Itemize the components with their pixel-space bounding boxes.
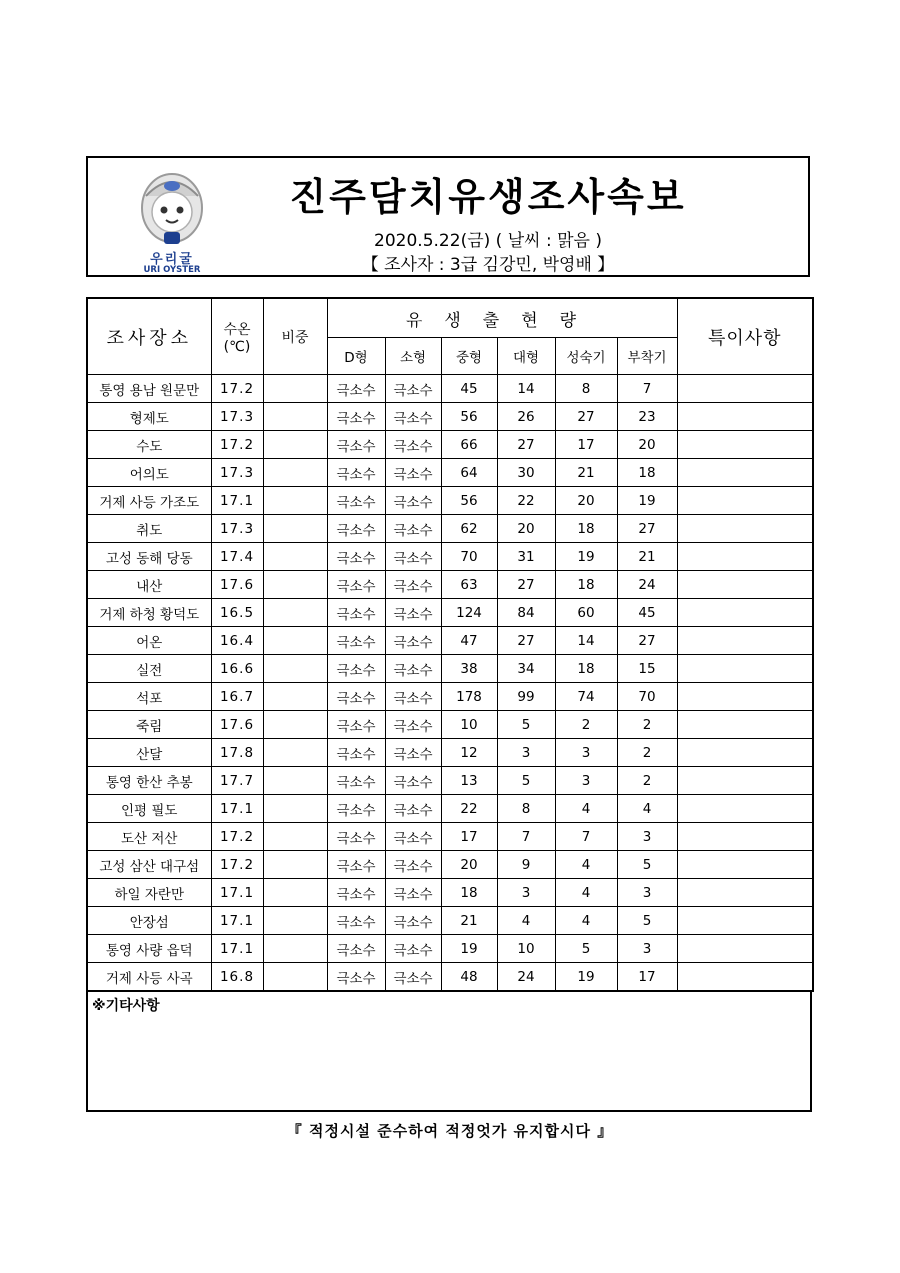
attached-cell: 19 <box>617 487 677 515</box>
water-temp-cell: 17.7 <box>211 767 263 795</box>
table-row <box>87 711 813 739</box>
table-row <box>87 655 813 683</box>
water-temp-cell: 17.1 <box>211 935 263 963</box>
specific-gravity-cell <box>263 907 327 935</box>
attached-cell: 45 <box>617 599 677 627</box>
water-temp-header <box>211 298 263 375</box>
location-cell: 통영 용남 원문만 <box>87 375 211 403</box>
location-cell: 형제도 <box>87 403 211 431</box>
large-cell: 14 <box>497 375 555 403</box>
small-cell: 극소수 <box>385 935 441 963</box>
remarks-cell <box>677 375 813 403</box>
small-cell: 극소수 <box>385 375 441 403</box>
mature-cell: 18 <box>555 515 617 543</box>
large-cell: 84 <box>497 599 555 627</box>
location-cell: 석포 <box>87 683 211 711</box>
specific-gravity-cell <box>263 487 327 515</box>
water-temp-cell: 17.1 <box>211 907 263 935</box>
small-cell: 극소수 <box>385 403 441 431</box>
water-temp-cell: 16.5 <box>211 599 263 627</box>
mature-cell: 19 <box>555 963 617 992</box>
large-cell: 99 <box>497 683 555 711</box>
water-temp-label: 수온 <box>223 321 251 338</box>
specific-gravity-cell <box>263 599 327 627</box>
medium-cell: 178 <box>441 683 497 711</box>
location-cell: 어온 <box>87 627 211 655</box>
water-temp-cell: 17.3 <box>211 459 263 487</box>
location-header: 조사장소 <box>87 298 211 375</box>
large-cell: 27 <box>497 431 555 459</box>
remarks-cell <box>677 935 813 963</box>
location-cell: 산달 <box>87 739 211 767</box>
medium-header: 중형 <box>441 338 497 375</box>
large-cell: 26 <box>497 403 555 431</box>
table-row <box>87 879 813 907</box>
d-type-cell: 극소수 <box>327 851 385 879</box>
attached-header: 부착기 <box>617 338 677 375</box>
large-cell: 10 <box>497 935 555 963</box>
d-type-cell: 극소수 <box>327 655 385 683</box>
medium-cell: 38 <box>441 655 497 683</box>
mature-cell: 3 <box>555 767 617 795</box>
large-cell: 22 <box>497 487 555 515</box>
mature-cell: 20 <box>555 487 617 515</box>
small-cell: 극소수 <box>385 571 441 599</box>
attached-cell: 5 <box>617 851 677 879</box>
logo-subtext: URI OYSTER <box>143 265 201 275</box>
attached-cell: 17 <box>617 963 677 992</box>
location-cell: 실전 <box>87 655 211 683</box>
attached-cell: 2 <box>617 739 677 767</box>
specific-gravity-cell <box>263 543 327 571</box>
d-type-cell: 극소수 <box>327 879 385 907</box>
table-row <box>87 487 813 515</box>
medium-cell: 124 <box>441 599 497 627</box>
water-temp-cell: 17.1 <box>211 879 263 907</box>
mature-cell: 5 <box>555 935 617 963</box>
attached-cell: 3 <box>617 879 677 907</box>
mature-cell: 21 <box>555 459 617 487</box>
d-type-cell: 극소수 <box>327 907 385 935</box>
d-type-cell: 극소수 <box>327 571 385 599</box>
location-cell: 죽림 <box>87 711 211 739</box>
water-temp-cell: 17.6 <box>211 571 263 599</box>
specific-gravity-cell <box>263 431 327 459</box>
d-type-cell: 극소수 <box>327 823 385 851</box>
large-cell: 5 <box>497 711 555 739</box>
attached-cell: 7 <box>617 375 677 403</box>
remarks-cell <box>677 739 813 767</box>
small-cell: 극소수 <box>385 767 441 795</box>
small-cell: 극소수 <box>385 627 441 655</box>
table-row <box>87 907 813 935</box>
d-type-cell: 극소수 <box>327 487 385 515</box>
mature-cell: 18 <box>555 571 617 599</box>
attached-cell: 21 <box>617 543 677 571</box>
medium-cell: 12 <box>441 739 497 767</box>
specific-gravity-cell <box>263 879 327 907</box>
table-row <box>87 599 813 627</box>
large-header: 대형 <box>497 338 555 375</box>
water-temp-cell: 17.8 <box>211 739 263 767</box>
large-cell: 9 <box>497 851 555 879</box>
remarks-cell <box>677 571 813 599</box>
large-cell: 27 <box>497 627 555 655</box>
water-temp-cell: 16.7 <box>211 683 263 711</box>
medium-cell: 21 <box>441 907 497 935</box>
specific-gravity-cell <box>263 739 327 767</box>
water-temp-cell: 17.3 <box>211 403 263 431</box>
specific-gravity-cell <box>263 627 327 655</box>
remarks-cell <box>677 459 813 487</box>
d-type-cell: 극소수 <box>327 403 385 431</box>
small-cell: 극소수 <box>385 907 441 935</box>
water-temp-cell: 16.6 <box>211 655 263 683</box>
mature-cell: 7 <box>555 823 617 851</box>
table-row <box>87 375 813 403</box>
attached-cell: 18 <box>617 459 677 487</box>
specific-gravity-cell <box>263 711 327 739</box>
larvae-survey-table <box>86 297 814 992</box>
small-cell: 극소수 <box>385 823 441 851</box>
remarks-cell <box>677 879 813 907</box>
location-cell: 고성 동해 당동 <box>87 543 211 571</box>
medium-cell: 18 <box>441 879 497 907</box>
medium-cell: 70 <box>441 543 497 571</box>
medium-cell: 64 <box>441 459 497 487</box>
remarks-cell <box>677 655 813 683</box>
mature-cell: 74 <box>555 683 617 711</box>
logo-text: 우리굴 <box>150 252 194 267</box>
d-type-cell: 극소수 <box>327 963 385 992</box>
remarks-cell <box>677 795 813 823</box>
remarks-cell <box>677 767 813 795</box>
footer-slogan: 『 적정시설 준수하여 적정엇가 유지합시다 』 <box>286 1122 614 1140</box>
table-row <box>87 543 813 571</box>
d-type-cell: 극소수 <box>327 515 385 543</box>
table-row <box>87 683 813 711</box>
location-cell: 취도 <box>87 515 211 543</box>
large-cell: 7 <box>497 823 555 851</box>
d-type-cell: 극소수 <box>327 627 385 655</box>
table-row <box>87 767 813 795</box>
table-row <box>87 739 813 767</box>
small-cell: 극소수 <box>385 459 441 487</box>
medium-cell: 10 <box>441 711 497 739</box>
d-type-cell: 극소수 <box>327 683 385 711</box>
location-cell: 수도 <box>87 431 211 459</box>
medium-cell: 22 <box>441 795 497 823</box>
remarks-cell <box>677 963 813 992</box>
attached-cell: 20 <box>617 431 677 459</box>
attached-cell: 70 <box>617 683 677 711</box>
large-cell: 24 <box>497 963 555 992</box>
small-cell: 극소수 <box>385 711 441 739</box>
mature-cell: 14 <box>555 627 617 655</box>
remarks-cell <box>677 823 813 851</box>
attached-cell: 27 <box>617 515 677 543</box>
location-cell: 거제 사등 사곡 <box>87 963 211 992</box>
location-cell: 고성 삼산 대구섬 <box>87 851 211 879</box>
specific-gravity-header: 비중 <box>263 298 327 375</box>
notes-box <box>86 992 812 1112</box>
table-row <box>87 459 813 487</box>
d-type-cell: 극소수 <box>327 795 385 823</box>
mature-cell: 4 <box>555 879 617 907</box>
small-cell: 극소수 <box>385 543 441 571</box>
attached-cell: 4 <box>617 795 677 823</box>
small-cell: 극소수 <box>385 879 441 907</box>
attached-cell: 3 <box>617 823 677 851</box>
large-cell: 4 <box>497 907 555 935</box>
attached-cell: 15 <box>617 655 677 683</box>
water-temp-cell: 17.1 <box>211 487 263 515</box>
medium-cell: 47 <box>441 627 497 655</box>
mature-cell: 27 <box>555 403 617 431</box>
remarks-cell <box>677 851 813 879</box>
mature-cell: 60 <box>555 599 617 627</box>
specific-gravity-cell <box>263 683 327 711</box>
table-row <box>87 851 813 879</box>
specific-gravity-cell <box>263 795 327 823</box>
table-row <box>87 627 813 655</box>
water-temp-cell: 17.2 <box>211 375 263 403</box>
specific-gravity-cell <box>263 935 327 963</box>
mature-header: 성숙기 <box>555 338 617 375</box>
water-temp-cell: 16.8 <box>211 963 263 992</box>
water-temp-unit: (℃) <box>223 338 251 355</box>
small-cell: 극소수 <box>385 515 441 543</box>
d-type-cell: 극소수 <box>327 767 385 795</box>
d-type-cell: 극소수 <box>327 599 385 627</box>
d-type-cell: 극소수 <box>327 543 385 571</box>
water-temp-cell: 17.2 <box>211 851 263 879</box>
small-cell: 극소수 <box>385 599 441 627</box>
mature-cell: 4 <box>555 907 617 935</box>
water-temp-cell: 17.6 <box>211 711 263 739</box>
remarks-cell <box>677 543 813 571</box>
medium-cell: 19 <box>441 935 497 963</box>
d-type-cell: 극소수 <box>327 431 385 459</box>
water-temp-cell: 17.2 <box>211 431 263 459</box>
small-cell: 극소수 <box>385 487 441 515</box>
specific-gravity-cell <box>263 851 327 879</box>
mature-cell: 3 <box>555 739 617 767</box>
oyster-mascot-icon <box>136 166 208 248</box>
specific-gravity-cell <box>263 823 327 851</box>
medium-cell: 17 <box>441 823 497 851</box>
mature-cell: 4 <box>555 851 617 879</box>
location-cell: 인평 필도 <box>87 795 211 823</box>
d-type-cell: 극소수 <box>327 375 385 403</box>
table-row <box>87 515 813 543</box>
date-weather: 2020.5.22(금) ( 날씨 : 맑음 ) <box>374 231 602 251</box>
table-row <box>87 571 813 599</box>
medium-cell: 62 <box>441 515 497 543</box>
remarks-cell <box>677 599 813 627</box>
location-cell: 하일 자란만 <box>87 879 211 907</box>
surveyor-line: 【 조사자 : 3급 김강민, 박영배 】 <box>361 255 615 275</box>
specific-gravity-cell <box>263 767 327 795</box>
large-cell: 34 <box>497 655 555 683</box>
large-cell: 20 <box>497 515 555 543</box>
water-temp-cell: 17.1 <box>211 795 263 823</box>
specific-gravity-cell <box>263 963 327 992</box>
larvae-group-header: 유생출현량 <box>327 298 677 338</box>
d-type-header: D형 <box>327 338 385 375</box>
mature-cell: 18 <box>555 655 617 683</box>
large-cell: 3 <box>497 739 555 767</box>
mature-cell: 2 <box>555 711 617 739</box>
attached-cell: 27 <box>617 627 677 655</box>
survey-table-wrap <box>86 297 812 1112</box>
table-row <box>87 935 813 963</box>
large-cell: 30 <box>497 459 555 487</box>
attached-cell: 2 <box>617 767 677 795</box>
small-cell: 극소수 <box>385 851 441 879</box>
large-cell: 5 <box>497 767 555 795</box>
mature-cell: 17 <box>555 431 617 459</box>
notes-label: ※기타사항 <box>92 998 160 1014</box>
medium-cell: 56 <box>441 403 497 431</box>
location-cell: 어의도 <box>87 459 211 487</box>
location-cell: 내산 <box>87 571 211 599</box>
remarks-cell <box>677 431 813 459</box>
specific-gravity-cell <box>263 571 327 599</box>
small-cell: 극소수 <box>385 795 441 823</box>
small-cell: 극소수 <box>385 739 441 767</box>
table-row <box>87 963 813 992</box>
location-cell: 거제 사등 가조도 <box>87 487 211 515</box>
attached-cell: 5 <box>617 907 677 935</box>
survey-rows <box>87 375 813 992</box>
medium-cell: 45 <box>441 375 497 403</box>
specific-gravity-cell <box>263 459 327 487</box>
large-cell: 27 <box>497 571 555 599</box>
remarks-cell <box>677 515 813 543</box>
large-cell: 8 <box>497 795 555 823</box>
water-temp-cell: 17.2 <box>211 823 263 851</box>
table-row <box>87 431 813 459</box>
attached-cell: 3 <box>617 935 677 963</box>
d-type-cell: 극소수 <box>327 935 385 963</box>
medium-cell: 66 <box>441 431 497 459</box>
location-cell: 통영 한산 추봉 <box>87 767 211 795</box>
small-cell: 극소수 <box>385 655 441 683</box>
small-header: 소형 <box>385 338 441 375</box>
report-header <box>86 156 810 277</box>
medium-cell: 56 <box>441 487 497 515</box>
remarks-cell <box>677 403 813 431</box>
medium-cell: 20 <box>441 851 497 879</box>
specific-gravity-cell <box>263 375 327 403</box>
remarks-cell <box>677 627 813 655</box>
small-cell: 극소수 <box>385 683 441 711</box>
table-row <box>87 795 813 823</box>
table-row <box>87 403 813 431</box>
specific-gravity-cell <box>263 403 327 431</box>
specific-gravity-cell <box>263 655 327 683</box>
location-cell: 도산 저산 <box>87 823 211 851</box>
medium-cell: 48 <box>441 963 497 992</box>
attached-cell: 24 <box>617 571 677 599</box>
d-type-cell: 극소수 <box>327 711 385 739</box>
large-cell: 31 <box>497 543 555 571</box>
medium-cell: 13 <box>441 767 497 795</box>
water-temp-cell: 17.3 <box>211 515 263 543</box>
remarks-cell <box>677 683 813 711</box>
remarks-cell <box>677 907 813 935</box>
large-cell: 3 <box>497 879 555 907</box>
water-temp-cell: 17.4 <box>211 543 263 571</box>
location-cell: 통영 사량 읍덕 <box>87 935 211 963</box>
small-cell: 극소수 <box>385 431 441 459</box>
attached-cell: 2 <box>617 711 677 739</box>
attached-cell: 23 <box>617 403 677 431</box>
location-cell: 거제 하청 황덕도 <box>87 599 211 627</box>
specific-gravity-cell <box>263 515 327 543</box>
remarks-cell <box>677 487 813 515</box>
table-row <box>87 823 813 851</box>
d-type-cell: 극소수 <box>327 459 385 487</box>
uri-oyster-logo <box>136 166 208 274</box>
remarks-header: 특이사항 <box>677 298 813 375</box>
mature-cell: 8 <box>555 375 617 403</box>
location-cell: 안장섬 <box>87 907 211 935</box>
mature-cell: 4 <box>555 795 617 823</box>
mature-cell: 19 <box>555 543 617 571</box>
remarks-cell <box>677 711 813 739</box>
report-title: 진주담치유생조사속보 <box>289 175 687 219</box>
water-temp-cell: 16.4 <box>211 627 263 655</box>
small-cell: 극소수 <box>385 963 441 992</box>
medium-cell: 63 <box>441 571 497 599</box>
d-type-cell: 극소수 <box>327 739 385 767</box>
